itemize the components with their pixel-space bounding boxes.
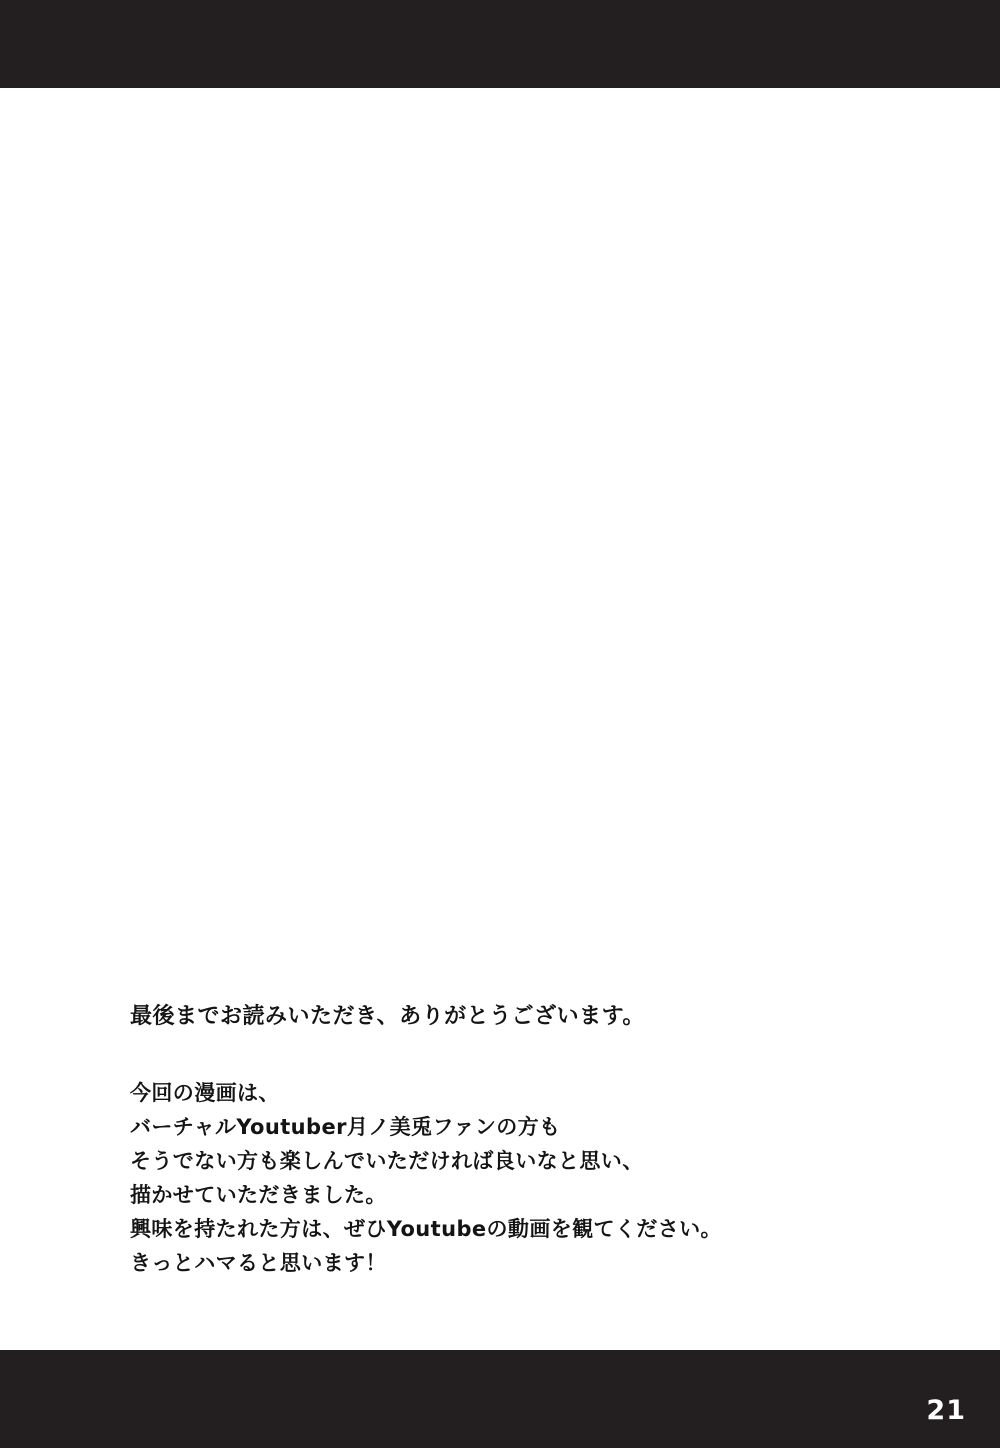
afterword-text-block [130,1000,930,1280]
afterword-line: 興味を持たれた方は、ぜひYoutubeの動画を観てください。 [130,1217,722,1241]
page-number: 21 [926,1395,966,1426]
bottom-black-band [0,1350,1000,1448]
afterword-body [130,1076,930,1280]
afterword-line: そうでない方も楽しんでいただければ良いなと思い、 [130,1149,644,1173]
afterword-heading: 最後までお読みいただき、ありがとうございます。 [130,1004,645,1029]
afterword-line: きっとハマると思います！ [130,1251,387,1275]
top-black-band [0,0,1000,88]
afterword-line: バーチャルYoutuber月ノ美兎ファンの方も [130,1115,561,1139]
afterword-line: 描かせていただきました。 [130,1183,387,1207]
afterword-line: 今回の漫画は、 [130,1081,280,1105]
